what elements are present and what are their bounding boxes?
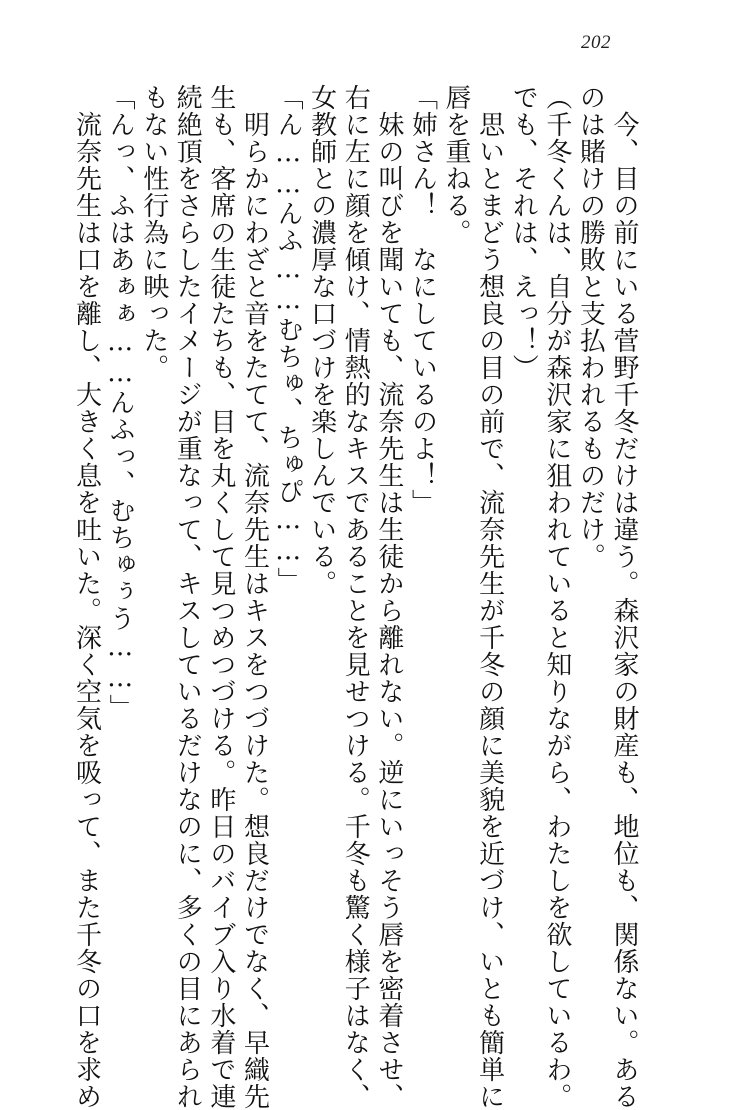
text-column-4: でも、それは、えっ！）: [508, 84, 539, 381]
text-column-5: 思いとまどう想良の目の前で、流奈先生が千冬の顔に美貌を近づけ、いとも簡単に: [474, 84, 505, 1110]
text-column-11: 「ん……んふ……むちゅ、ちゅぴ……」: [273, 84, 304, 594]
text-column-1: 今、目の前にいる菅野千冬だけは違う。森沢家の財産も、地位も、関係ない。ある: [609, 84, 639, 1110]
text-column-16: 「んっ、ふはあぁぁ……んふっ、むちゅぅう……」: [105, 84, 136, 721]
text-column-17: 流奈先生は口を離し、大きく息を吐いた。深く空気を吸って、また千冬の口を求め: [71, 84, 102, 1110]
text-column-7: 「姉さん！ なにしているのよ！」: [407, 84, 438, 516]
vertical-body-text: [69, 84, 640, 1110]
text-column-6: 唇を重ねる。: [441, 84, 472, 246]
text-column-9: 右に左に顔を傾け、情熱的なキスであることを見せつける。千冬も驚く様子はなく、: [340, 84, 371, 1110]
page-number: 202: [581, 32, 611, 53]
text-column-10: 女教師との濃厚な口づけを楽しんでいる。: [306, 84, 337, 597]
text-column-2: のは賭けの勝敗と支払われるものだけ。: [575, 84, 606, 570]
text-column-15: もない性行為に映った。: [138, 84, 169, 381]
text-column-13: 生も、客席の生徒たちも、目を丸くして見つめつづける。昨日のバイブ入り水着で連: [205, 84, 236, 1110]
text-column-8: 妹の叫びを聞いても、流奈先生は生徒から離れない。逆にいっそう唇を密着させ、: [373, 84, 404, 1110]
text-column-14: 続絶頂をさらしたイメージが重なって、キスしているだけなのに、多くの目にあられ: [172, 84, 203, 1110]
text-column-3: （千冬くんは、自分が森沢家に狙われていると知りながら、わたしを欲しているわ。: [541, 84, 572, 1110]
text-column-12: 明らかにわざと音をたてて、流奈先生はキスをつづけた。想良だけでなく、早織先: [239, 84, 270, 1110]
